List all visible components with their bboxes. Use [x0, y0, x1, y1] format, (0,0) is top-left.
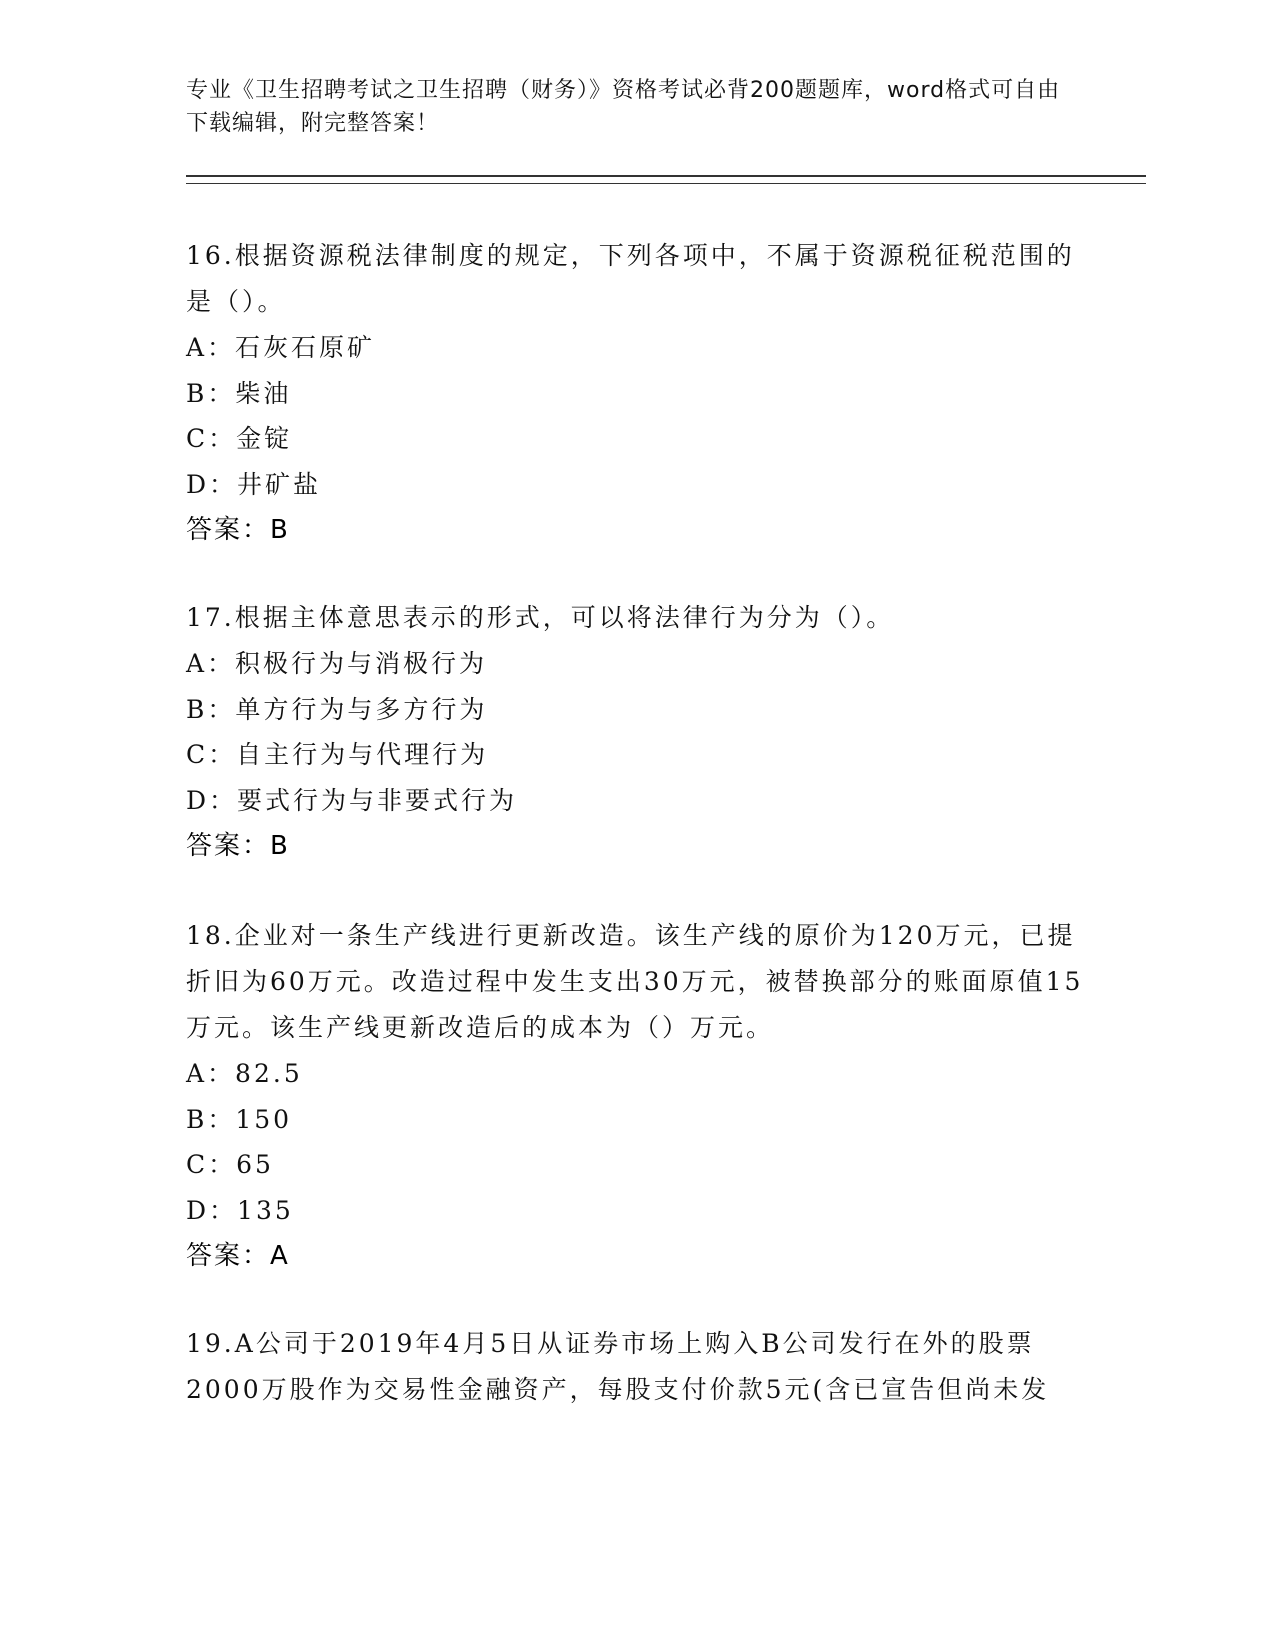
answer: 答案：B — [186, 515, 290, 545]
document-header: 专业《卫生招聘考试之卫生招聘（财务）》资格考试必背200题题库，word格式可自由下载编辑，附完整答案！ — [186, 78, 1061, 136]
question-17 — [186, 595, 1086, 869]
question-stem: 17.根据主体意思表示的形式，可以将法律行为分为（）。 — [186, 603, 895, 632]
option-d: D：要式行为与非要式行为 — [186, 785, 518, 815]
option-a: A：82.5 — [186, 1059, 303, 1088]
option-c: C：65 — [186, 1150, 274, 1179]
answer: 答案：A — [186, 1241, 290, 1271]
option-c: C：自主行为与代理行为 — [186, 740, 489, 769]
option-b: B：150 — [186, 1104, 293, 1134]
option-d: D：135 — [186, 1195, 294, 1225]
question-16 — [186, 233, 1086, 553]
question-stem: 19.A公司于2019年4月5日从证券市场上购入B公司发行在外的股票2000万股作为交易性金融资产，每股支付价款5元(含已宣告但尚未发 — [186, 1329, 1050, 1404]
option-c: C：金锭 — [186, 424, 293, 453]
question-19 — [186, 1321, 1086, 1413]
option-b: B：柴油 — [186, 378, 292, 408]
question-18 — [186, 913, 1086, 1279]
answer: 答案：B — [186, 831, 290, 861]
option-b: B：单方行为与多方行为 — [186, 694, 488, 724]
question-stem: 16.根据资源税法律制度的规定，下列各项中，不属于资源税征税范围的是（）。 — [186, 241, 1075, 316]
question-stem: 18.企业对一条生产线进行更新改造。该生产线的原价为120万元，已提折旧为60万元。改造过程中发生支出30万元，被替换部分的账面原值15万元。该生产线更新改造后的成本为（）万元。 — [186, 921, 1084, 1042]
option-a: A：石灰石原矿 — [186, 333, 376, 362]
header-divider — [186, 175, 1146, 184]
option-a: A：积极行为与消极行为 — [186, 649, 488, 678]
option-d: D：井矿盐 — [186, 469, 322, 499]
